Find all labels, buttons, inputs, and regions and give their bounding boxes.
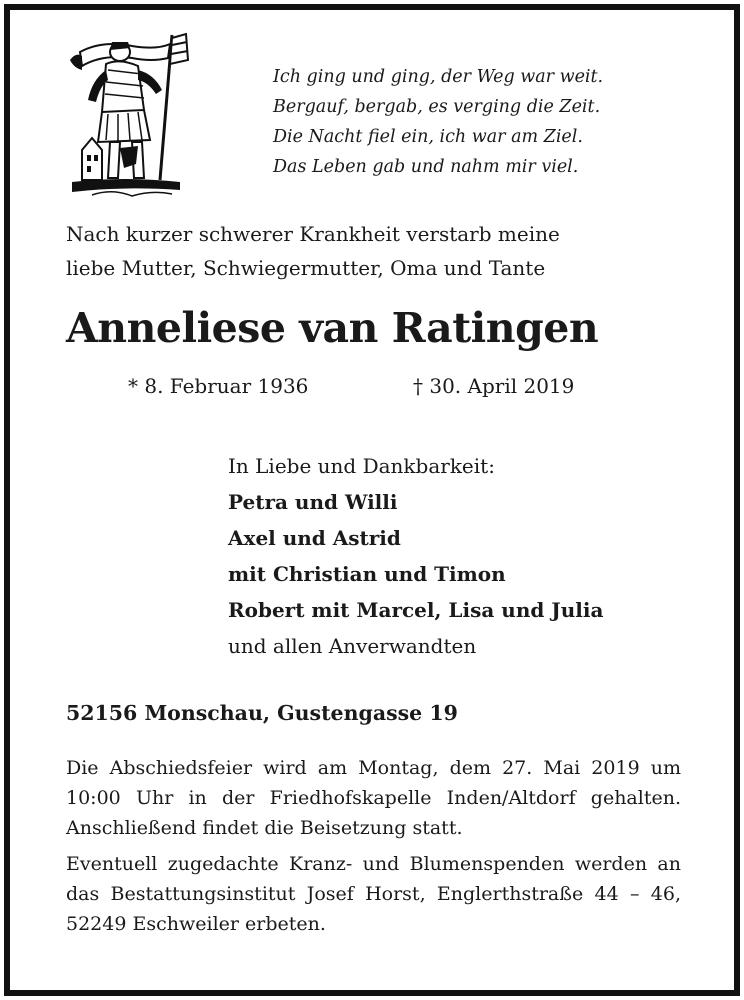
poem-line: Bergauf, bergab, es verging die Zeit. — [273, 97, 601, 117]
mourner-name: Petra und Willi — [228, 490, 398, 514]
poem-line: Die Nacht fiel ein, ich war am Ziel. — [273, 127, 583, 147]
mourner-name: mit Christian und Timon — [228, 562, 506, 586]
poem-line: Das Leben gab und nahm mir viel. — [273, 157, 579, 177]
mourners-intro: In Liebe und Dankbarkeit: — [228, 454, 495, 478]
ceremony-paragraph: Die Abschiedsfeier wird am Montag, dem 27. Mai 2019 um 10:00 Uhr in der Friedhofskapelle Inden/Altdorf gehalten. Anschließend findet die Beisetzung statt. — [66, 757, 681, 839]
mourners-list — [228, 448, 603, 664]
family-address: 52156 Monschau, Gustengasse 19 — [66, 701, 458, 725]
donations-paragraph: Eventuell zugedachte Kranz- und Blumenspenden werden an das Bestattungsinstitut Josef Horst, Englerthstraße 44 – 46, 52249 Eschweiler erbeten. — [66, 853, 681, 935]
knight-with-flag-illustration-icon — [62, 30, 192, 200]
announcement-line: Nach kurzer schwerer Krankheit verstarb meine — [66, 222, 560, 246]
announcement-line: liebe Mutter, Schwiegermutter, Oma und Tante — [66, 256, 546, 280]
mourner-name: Robert mit Marcel, Lisa und Julia — [228, 598, 604, 622]
death-date: † 30. April 2019 — [413, 374, 575, 398]
birth-date: * 8. Februar 1936 — [128, 374, 309, 398]
mourners-closing: und allen Anverwandten — [228, 634, 477, 658]
poem — [273, 62, 603, 182]
death-announcement — [66, 217, 560, 285]
mourner-name: Axel und Astrid — [228, 526, 401, 550]
deceased-name: Anneliese van Ratingen — [66, 304, 599, 352]
poem-line: Ich ging und ging, der Weg war weit. — [273, 67, 604, 87]
